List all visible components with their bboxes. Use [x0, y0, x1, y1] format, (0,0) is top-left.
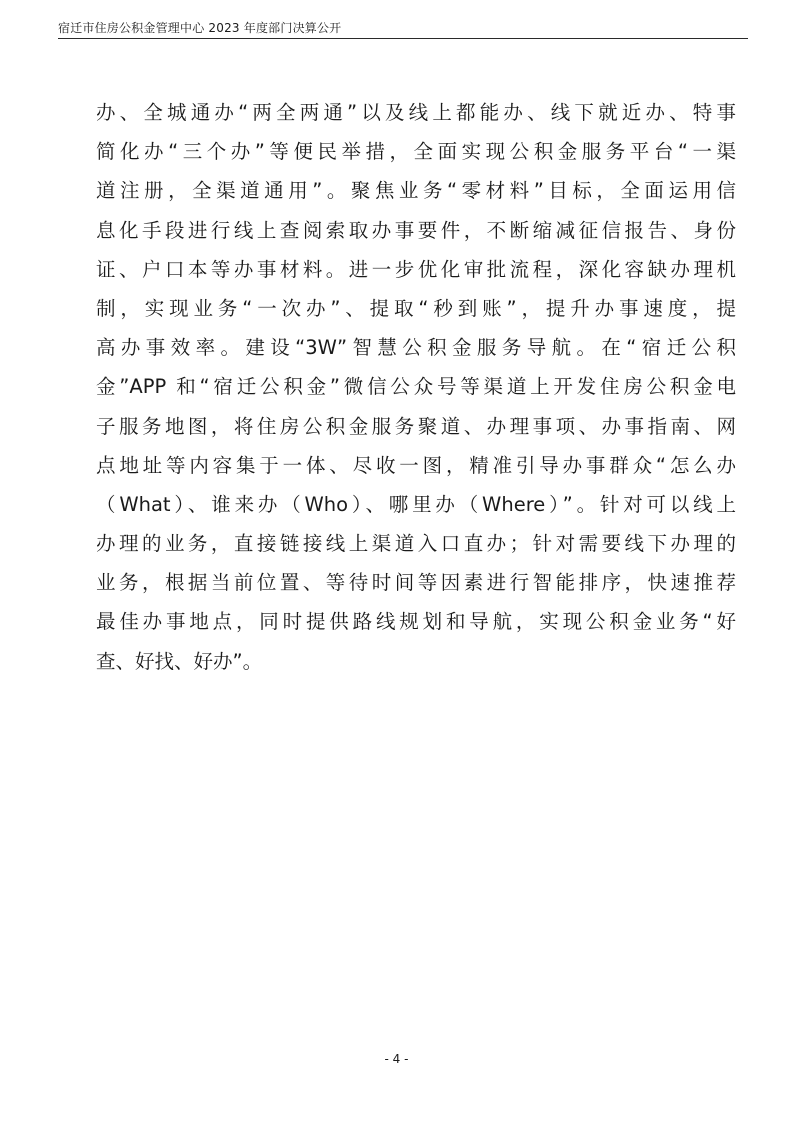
text-line: 办理的业务，直接链接线上渠道入口直办；针对需要线下办理的 [96, 532, 736, 556]
text-line: 息化手段进行线上查阅索取办事要件，不断缩减征信报告、身份 [96, 218, 736, 242]
text-line: 制，实现业务“一次办”、提取“秒到账”，提升办事速度，提 [96, 296, 736, 320]
text-line: （What）、谁来办（Who）、哪里办（Where）”。针对可以线上 [96, 492, 736, 516]
text-line: 简化办“三个办”等便民举措，全面实现公积金服务平台“一渠 [96, 140, 736, 164]
text-line: 办、全城通办“两全两通”以及线上都能办、线下就近办、特事 [96, 101, 736, 124]
text-line: 子服务地图，将住房公积金服务聚道、办理事项、办事指南、网 [96, 414, 736, 438]
text-line: 高办事效率。建设“3W”智慧公积金服务导航。在“宿迁公积 [96, 336, 736, 360]
page-number: - 4 - [384, 1052, 409, 1066]
page-header [58, 8, 748, 39]
header-title: 宿迁市住房公积金管理中心 2023 年度部门决算公开 [58, 21, 342, 35]
text-line: 业务，根据当前位置、等待时间等因素进行智能排序，快速推荐 [96, 571, 736, 595]
text-line: 查、好找、好办”。 [96, 649, 263, 673]
text-line: 金”APP 和“宿迁公积金”微信公众号等渠道上开发住房公积金电 [96, 375, 736, 399]
text-line: 证、户口本等办事材料。进一步优化审批流程，深化容缺办理机 [96, 257, 736, 281]
text-line: 道注册，全渠道通用”。聚焦业务“零材料”目标，全面运用信 [96, 179, 736, 203]
text-line: 最佳办事地点，同时提供路线规划和导航，实现公积金业务“好 [96, 610, 736, 634]
body-paragraph [96, 93, 736, 681]
text-line: 点地址等内容集于一体、尽收一图，精准引导办事群众“怎么办 [96, 453, 736, 477]
